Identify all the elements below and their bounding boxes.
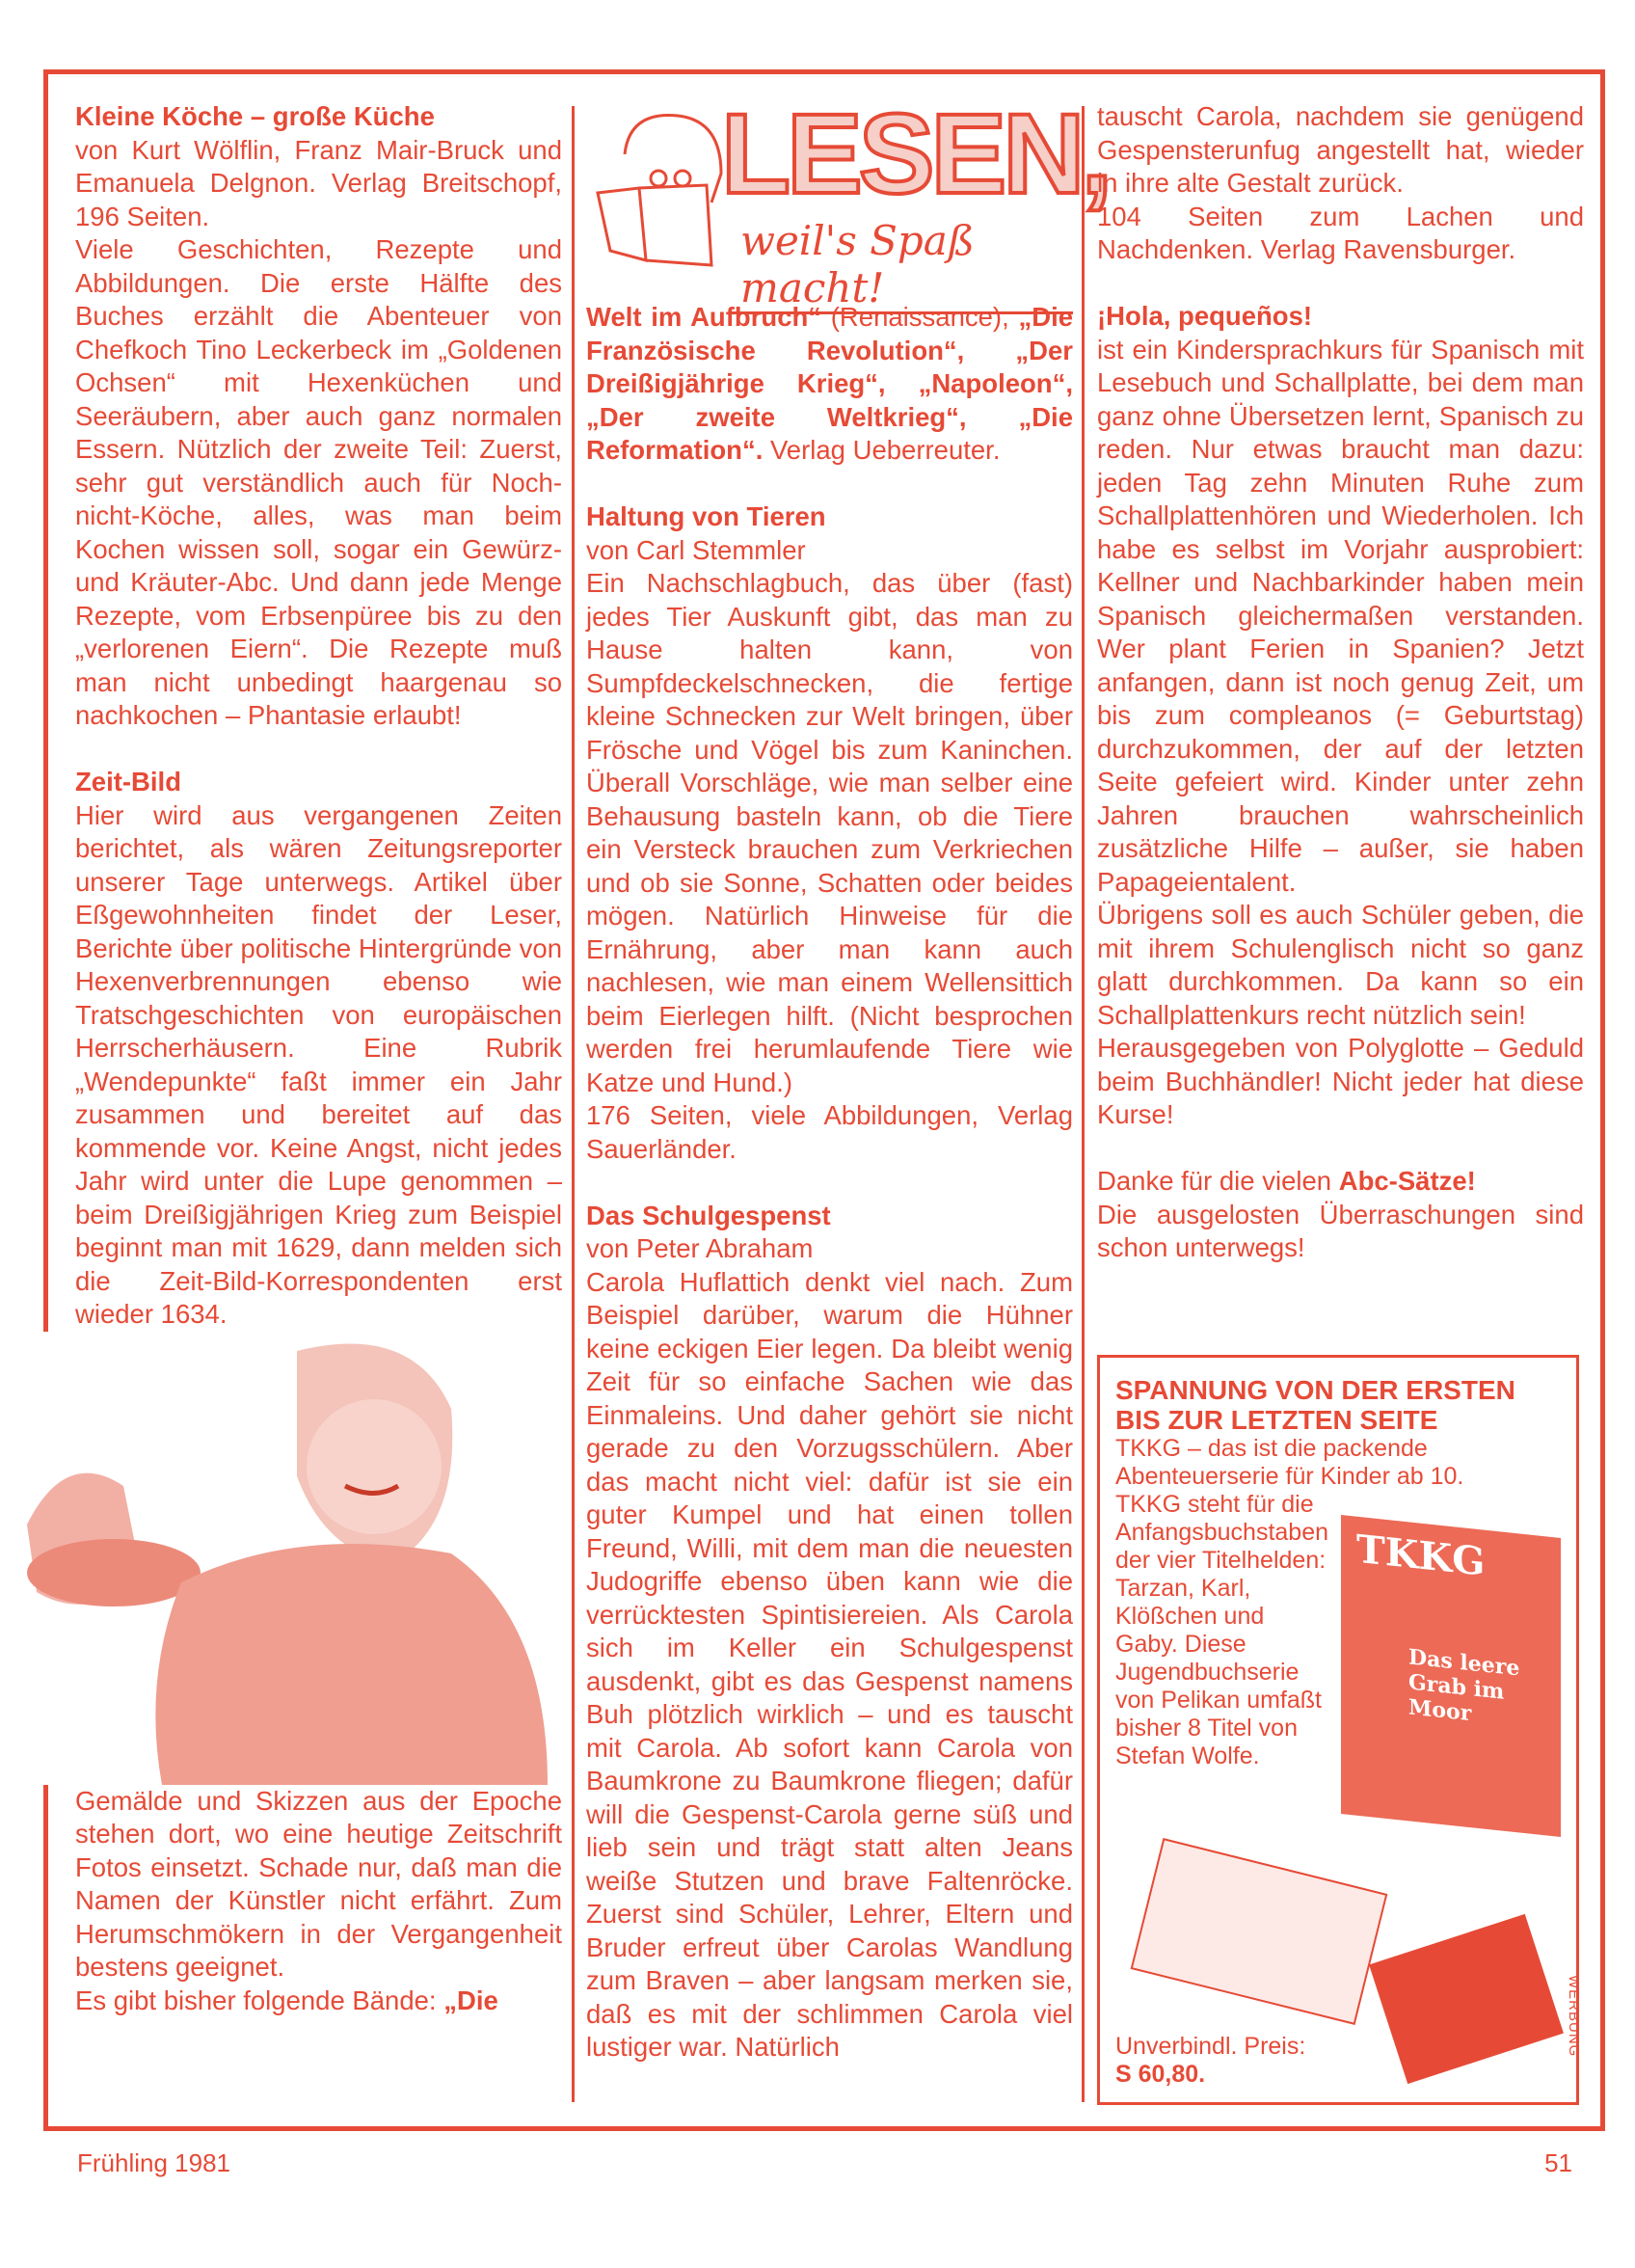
paragraph: ist ein Kindersprachkurs für Spanisch mit Lesebuch und Schallplatte, bei dem man ganz ohne Übersetzen lernt, Spanisch zu reden. Nur etwas braucht man dazu: jeden Tag zehn Minuten Ruhe zum Schallplattenhören und Wiederholen. Ich habe es selbst im Vorjahr ausprobiert: Kellner und Nachbarkinder haben mein Spanisch gleichermaßen verstanden. Wer plant Ferien in Spanien? Jetzt anfangen, dann ist noch genug Zeit, um bis zum compleanos (= Geburtstag) durchzukommen, der auf der letzten Seite gefeiert wird. Kinder unter zehn Jahren brauchen wahrscheinlich zusätzliche Hilfe – außer, sie haben Papageientalent. — [1097, 334, 1584, 897]
bold-text: Welt im Aufbruch“ — [586, 302, 822, 332]
tkkg-advertisement — [1097, 1355, 1582, 2105]
text: Es gibt bisher folgende Bände: — [75, 1984, 444, 2015]
werbung-tag: WERBUNG — [1566, 1975, 1582, 2058]
column-divider — [1082, 106, 1085, 2102]
footer-issue: Frühling 1981 — [77, 2148, 230, 2177]
book-box-image — [1341, 1515, 1561, 1837]
paragraph: Die ausgelosten Überraschungen sind schon unterwegs! — [1097, 1199, 1584, 1262]
heading-kleine-koeche: Kleine Köche – große Küche — [75, 101, 435, 131]
bold-text: „Die — [443, 1984, 498, 2015]
paragraph: Herausgegeben von Polyglotte – Geduld beim Buchhändler! Nicht jeder hat diese Kurse! — [1097, 1033, 1584, 1129]
text: Verlag Ueberreuter. — [763, 435, 1001, 465]
paragraph: Ein Nachschlagbuch, das über (fast) jedes Tier Auskunft gibt, das man zu Hause halten kann, von Sumpfdeckelschnecken, die fertige kleine Schnecken zur Welt bringen, über Frösche und Vögel bis zum Kaninchen. Überall Vorschläge, wie man selber eine Behausung basteln kann, ob die Tiere ein Versteck brauchen zum Verkriechen und ob sie Sonne, Schatten oder beides mögen. Natürlich Hinweise für die Ernährung, aber man kann auch nachlesen, wie man einem Wellensittich beim Eierlegen hilft. (Nicht besprochen werden frei herumlaufende Tiere wie Katze und Hund.) — [586, 568, 1073, 1097]
ad-text: TKKG steht für die Anfangsbuchstaben der vier Titelhelden: Tarzan, Karl, Klößchen und Gaby. Diese Jugendbuchserie von Pelikan umfaßt bisher 8 Titel von Stefan Wolfe. — [1115, 1491, 1329, 1769]
bold-text: Abc-Sätze! — [1338, 1166, 1476, 1196]
paragraph: Carola Huflattich denkt viel nach. Zum Beispiel darüber, warum die Hühner keine eckigen Eier legen. Da bleibt wenig Zeit für so einfache Sachen wie das Einmaleins. Und daher gehört sie nicht gerade zu den Vorzugsschülern. Aber das macht nicht viel: dafür ist sie ein guter Kumpel und hat einen tollen Freund, Willi, mit dem man die neuesten Judogriffe ebenso üben kann wie die verrücktesten Spintisiereien. Als Carola sich im Keller ein Schulgespenst ausdenkt, gibt es das Gespenst namens Buh plötzlich wirklich – und es tauscht mit Carola. Ab sofort kann Carola von Baumkrone zu Baumkrone fliegen; dafür will die Gespenst-Carola gerne süß und lieb sein und trägt statt alten Jeans weiße Stutzen und brave Faltenröcke. Zuerst sind Schüler, Lehrer, Eltern und Bruder erfreut über Carolas Wandlung zum Braven – aber langsam merken sie, daß es mit der schlimmen Carola viel lustiger war. Natürlich — [586, 1266, 1073, 2062]
paragraph — [1097, 1165, 1584, 1199]
paragraph: 176 Seiten, viele Abbildungen, Verlag Sauerländer. — [586, 1100, 1073, 1164]
ad-title: SPANNUNG VON DER ERSTEN BIS ZUR LETZTEN SEITE — [1115, 1375, 1515, 1435]
lesen-logo — [586, 91, 1110, 311]
heading-das-schulgespenst: Das Schulgespenst — [586, 1200, 831, 1230]
paragraph: Übrigens soll es auch Schüler geben, die mit ihrem Schulenglisch nicht so ganz glatt durchkommen. Da kann so ein Schallplattenkurs recht nützlich sein! — [1097, 900, 1584, 1030]
paragraph: tauscht Carola, nachdem sie genügend Gespensterunfug angestellt hat, wieder in ihre alte Gestalt zurück. — [1097, 101, 1584, 198]
text: (Renaissance), — [821, 302, 1019, 332]
ad-text: TKKG – das ist die packende Abenteuerserie für Kinder ab 10. — [1115, 1435, 1464, 1490]
paragraph: Viele Geschichten, Rezepte und Abbildungen. Die erste Hälfte des Buches erzählt die Abenteuer von Chefkoch Tino Leckerbeck im „Goldenen Ochsen“ mit Hexenküchen und Seeräubern, aber auch ganz normalen Essern. Nützlich der zweite Teil: Zuerst, sehr gut verständlich auch für Noch-nicht-Köche, alles, was man beim Kochen wissen soll, sogar ein Gewürz- und Kräuter-Abc. Und dann jede Menge Rezepte, vom Erbsenpüree bis zu den „verlorenen Eiern“. Die Rezepte muß man nicht unbedingt haargenau so nachkochen – Phantasie erlaubt! — [75, 234, 562, 730]
box-book-title: Das leere Grab im Moor — [1408, 1644, 1520, 1727]
column-1 — [75, 100, 562, 2017]
heading-zeit-bild: Zeit-Bild — [75, 767, 181, 796]
column-divider — [572, 106, 575, 2102]
author: von Carl Stemmler — [586, 534, 806, 565]
paragraph — [586, 301, 1073, 468]
painting-illustration — [8, 1332, 548, 1785]
logo-subtitle: weil's Spaß macht! — [731, 217, 1073, 314]
column-2 — [586, 91, 1110, 2065]
bold-text: „Die Französische Revolution“, „Der Dreißigjährige Krieg“, „Napoleon“, „Der zweite Weltkrieg“, „Die Reformation“. — [586, 302, 1073, 465]
author: von Peter Abraham — [586, 1233, 814, 1263]
text: Danke für die vielen — [1097, 1166, 1339, 1196]
box-brand: TKKG — [1356, 1526, 1486, 1585]
paragraph: Hier wird aus vergangenen Zeiten berichtet, als wären Zeitungsreporter unserer Tage unterwegs. Artikel über Eßgewohnheiten findet der Leser, Berichte über politische Hintergründe von Hexenverbrennungen ebenso wie Tratschgeschichten von europäischen Herrscherhäusern. Eine Rubrik „Wendepunkte“ faßt immer ein Jahr zusammen und bereitet auf das kommende vor. Keine Angst, nicht jedes Jahr wird unter die Lupe genommen – beim Dreißigjährigen Krieg zum Beispiel beginnt man mit 1629, dann melden sich die Zeit-Bild-Korrespondenten erst wieder 1634. — [75, 799, 562, 1329]
logo-title: LESEN, — [721, 91, 1110, 218]
closed-book-image — [1369, 1914, 1564, 2084]
paragraph: 104 Seiten zum Lachen und Nachdenken. Verlag Ravensburger. — [1097, 201, 1584, 264]
page-number: 51 — [1544, 2148, 1572, 2177]
price-label: Unverbindl. Preis: — [1115, 2033, 1306, 2060]
paragraph: Gemälde und Skizzen aus der Epoche stehen dort, wo eine heutige Zeitschrift Fotos einsetzt. Schade nur, daß man die Namen der Künstler nicht erfährt. Zum Herumschmökern in der Vergangenheit bestens geeignet. — [75, 1785, 562, 1982]
paragraph: von Kurt Wölflin, Franz Mair-Bruck und Emanuela Delgnon. Verlag Breitschopf, 196 Seiten. — [75, 134, 562, 231]
price: S 60,80. — [1115, 2061, 1206, 2088]
open-book-image — [1131, 1838, 1388, 2025]
heading-haltung-von-tieren: Haltung von Tieren — [586, 501, 826, 531]
heading-hola-pequenos: ¡Hola, pequeños! — [1097, 301, 1313, 331]
column-3 — [1097, 100, 1584, 1265]
paragraph — [75, 1984, 562, 2018]
